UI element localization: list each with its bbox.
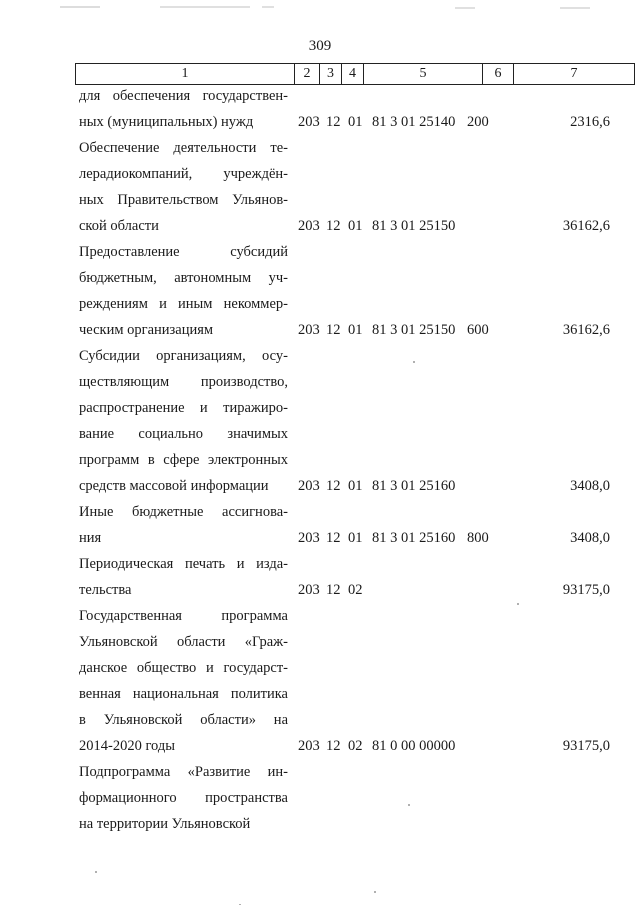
ministry-code: 203 [298, 530, 320, 546]
target-article-code: 81 3 01 25150 [372, 218, 456, 234]
expense-type-code: 600 [467, 322, 489, 338]
column-header-table [75, 63, 635, 85]
description-line: средств массовой информации [79, 478, 269, 494]
column-header-3: 3 [320, 64, 342, 85]
section-code: 12 [326, 478, 341, 494]
row-codes [0, 213, 640, 239]
ministry-code: 203 [298, 322, 320, 338]
description-line: ской области [79, 218, 159, 234]
description-line: ществляющим производство, [79, 374, 288, 390]
amount: 36162,6 [562, 322, 610, 338]
description-line: распространение и тиражиро- [79, 400, 288, 416]
expense-type-code: 200 [467, 114, 489, 130]
description-line: в Ульяновской области» на [79, 712, 288, 728]
subsection-code: 01 [348, 478, 363, 494]
row-codes [0, 317, 640, 343]
table-row [0, 759, 640, 837]
section-code: 12 [326, 218, 341, 234]
description-line: Подпрограмма «Развитие ин- [79, 764, 288, 780]
ministry-code: 203 [298, 218, 320, 234]
target-article-code: 81 3 01 25140 [372, 114, 456, 130]
amount: 93175,0 [562, 582, 610, 598]
table-row [0, 239, 640, 343]
description-line: лерадиокомпаний, учреждён- [79, 166, 288, 182]
description-line: Иные бюджетные ассигнова- [79, 504, 288, 520]
description-line: ческим организациям [79, 322, 214, 338]
column-header-2: 2 [295, 64, 320, 85]
description-line: Предоставление субсидий [79, 244, 288, 260]
amount: 93175,0 [562, 738, 610, 754]
row-codes [0, 473, 640, 499]
description-line: программ в сфере электронных [79, 452, 288, 468]
description-line: реждениям и иным некоммер- [79, 296, 288, 312]
description-line: формационного пространства [79, 790, 288, 806]
column-header-5: 5 [364, 64, 483, 85]
description-line: Периодическая печать и изда- [79, 556, 288, 572]
section-code: 12 [326, 738, 341, 754]
description-line: данское общество и государст- [79, 660, 288, 676]
table-row [0, 603, 640, 759]
section-code: 12 [326, 114, 341, 130]
section-code: 12 [326, 582, 341, 598]
row-codes [0, 733, 640, 759]
description-line: Ульяновской области «Граж- [79, 634, 288, 650]
section-code: 12 [326, 530, 341, 546]
row-codes [0, 109, 640, 135]
ministry-code: 203 [298, 114, 320, 130]
ministry-code: 203 [298, 582, 320, 598]
description-line: тельства [79, 582, 132, 598]
ministry-code: 203 [298, 478, 320, 494]
description-line: ния [79, 530, 102, 546]
description-line: вание социально значимых [79, 426, 288, 442]
section-code: 12 [326, 322, 341, 338]
subsection-code: 02 [348, 738, 363, 754]
expense-type-code: 800 [467, 530, 489, 546]
target-article-code: 81 3 01 25160 [372, 478, 456, 494]
description-line: Обеспечение деятельности те- [79, 140, 288, 156]
subsection-code: 01 [348, 530, 363, 546]
page-number: 309 [308, 38, 332, 54]
amount: 2316,6 [570, 114, 610, 130]
description-line: Государственная программа [79, 608, 288, 624]
description-line: 2014-2020 годы [79, 738, 175, 754]
description-line: венная национальная политика [79, 686, 288, 702]
subsection-code: 01 [348, 114, 363, 130]
amount: 36162,6 [562, 218, 610, 234]
description-line: ных Правительством Ульянов- [79, 192, 288, 208]
subsection-code: 02 [348, 582, 363, 598]
target-article-code: 81 0 00 00000 [372, 738, 456, 754]
ministry-code: 203 [298, 738, 320, 754]
description-line: на территории Ульяновской [79, 816, 251, 832]
column-header-6: 6 [483, 64, 514, 85]
table-row [0, 135, 640, 239]
table-row [0, 83, 640, 135]
row-codes [0, 811, 640, 837]
column-header-1: 1 [76, 64, 295, 85]
description-line: Субсидии организациям, осу- [79, 348, 288, 364]
target-article-code: 81 3 01 25150 [372, 322, 456, 338]
amount: 3408,0 [570, 530, 610, 546]
amount: 3408,0 [570, 478, 610, 494]
table-row [0, 551, 640, 603]
subsection-code: 01 [348, 322, 363, 338]
row-codes [0, 577, 640, 603]
row-codes [0, 525, 640, 551]
description-line: ных (муниципальных) нужд [79, 114, 254, 130]
column-header-4: 4 [342, 64, 364, 85]
target-article-code: 81 3 01 25160 [372, 530, 456, 546]
table-row [0, 343, 640, 499]
description-line: для обеспечения государствен- [79, 88, 288, 104]
table-row [0, 499, 640, 551]
subsection-code: 01 [348, 218, 363, 234]
column-header-7: 7 [514, 64, 635, 85]
budget-table-body [0, 83, 640, 837]
description-line: бюджетным, автономным уч- [79, 270, 288, 286]
